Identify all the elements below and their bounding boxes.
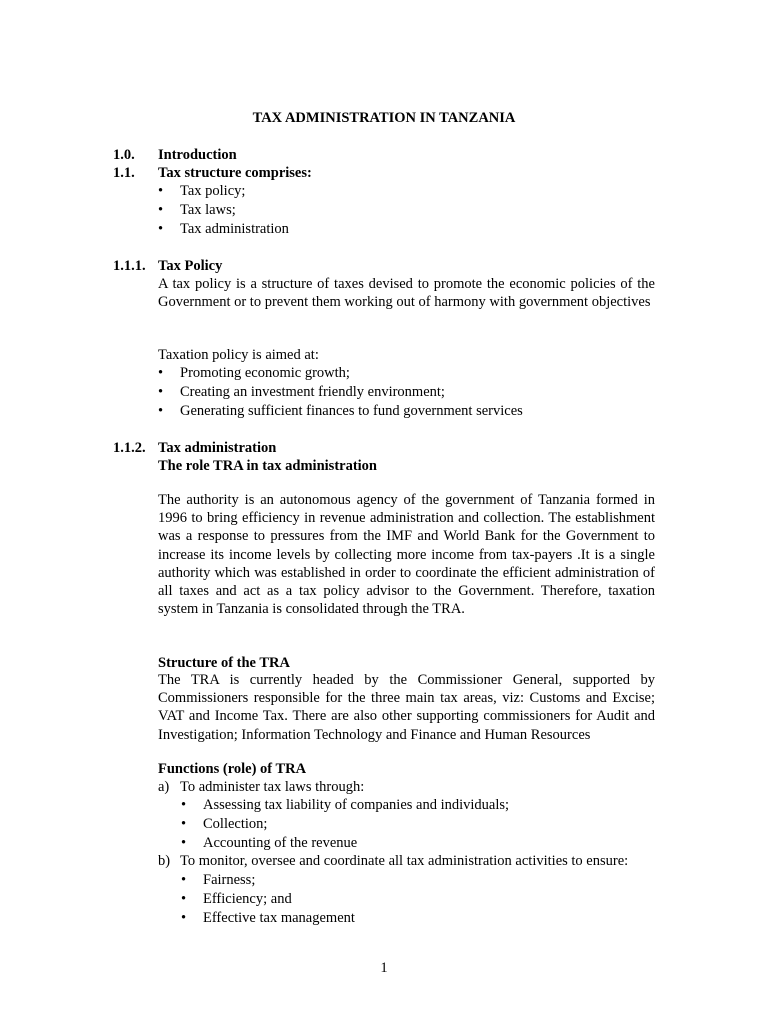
section-heading-tax-policy: Tax Policy [158,258,223,274]
bullet-icon: • [181,835,187,851]
structure-heading: Structure of the TRA [158,655,290,671]
section-heading-tax-structure: Tax structure comprises: [158,165,312,181]
list-item: Tax laws; [180,202,236,218]
taxation-aim-intro: Taxation policy is aimed at: [158,347,319,363]
list-item: Tax administration [180,221,289,237]
authority-paragraph: The authority is an autonomous agency of the government of Tanzania formed in 1996 to bring efficiency in revenue administration and collection. The establishment was a response to pressures from the IMF and World Bank for the Government to increase its income levels by collecting more income from tax-payers .It is a single authority which was established in order to coordinate the efficient administration of all taxes and act as a tax policy advisor to the Government. Therefore, taxation system in Tanzania is consolidated through the TRA. [158,492,655,618]
function-b-text: To monitor, oversee and coordinate all tax administration activities to ensure: [180,853,629,869]
bullet-icon: • [158,202,164,218]
bullet-icon: • [181,891,187,907]
functions-heading: Functions (role) of TRA [158,761,307,777]
section-heading-introduction: Introduction [158,147,237,163]
list-item: Tax policy; [180,183,246,199]
bullet-icon: • [181,910,187,926]
bullet-icon: • [181,872,187,888]
tax-policy-paragraph: A tax policy is a structure of taxes devised to promote the economic policies of the Government or to prevent them working out of harmony with government objectives [158,276,655,311]
subheading-role-tra: The role TRA in tax administration [158,458,378,474]
section-number-1-1-2: 1.1.2. [113,440,146,456]
bullet-icon: • [181,816,187,832]
section-number-1-0: 1.0. [113,147,135,163]
bullet-icon: • [158,403,164,419]
function-a-text: To administer tax laws through: [180,779,365,795]
list-item: Effective tax management [203,910,355,926]
list-item: Generating sufficient finances to fund government services [180,403,523,419]
document-title: TAX ADMINISTRATION IN TANZANIA [252,110,516,126]
bullet-icon: • [158,365,164,381]
bullet-icon: • [158,183,164,199]
section-heading-tax-administration: Tax administration [158,440,277,456]
list-item: Promoting economic growth; [180,365,350,381]
bullet-icon: • [158,221,164,237]
list-item: Efficiency; and [203,891,292,907]
function-b-label: b) [158,853,171,869]
bullet-icon: • [158,384,164,400]
bullet-icon: • [181,797,187,813]
page-number: 1 [380,960,388,976]
section-number-1-1: 1.1. [113,165,135,181]
list-item: Accounting of the revenue [203,835,358,851]
structure-paragraph: The TRA is currently headed by the Commissioner General, supported by Commissioners responsible for the three main tax areas, viz: Customs and Excise; VAT and Income Tax. There are also other supporting commissioners for Audit and Investigation; Information Technology and Finance and Human Resources [158,672,655,743]
list-item: Fairness; [203,872,256,888]
list-item: Creating an investment friendly environment; [180,384,445,400]
section-number-1-1-1: 1.1.1. [113,258,146,274]
function-a-label: a) [158,779,170,795]
list-item: Collection; [203,816,268,832]
list-item: Assessing tax liability of companies and individuals; [203,797,510,813]
